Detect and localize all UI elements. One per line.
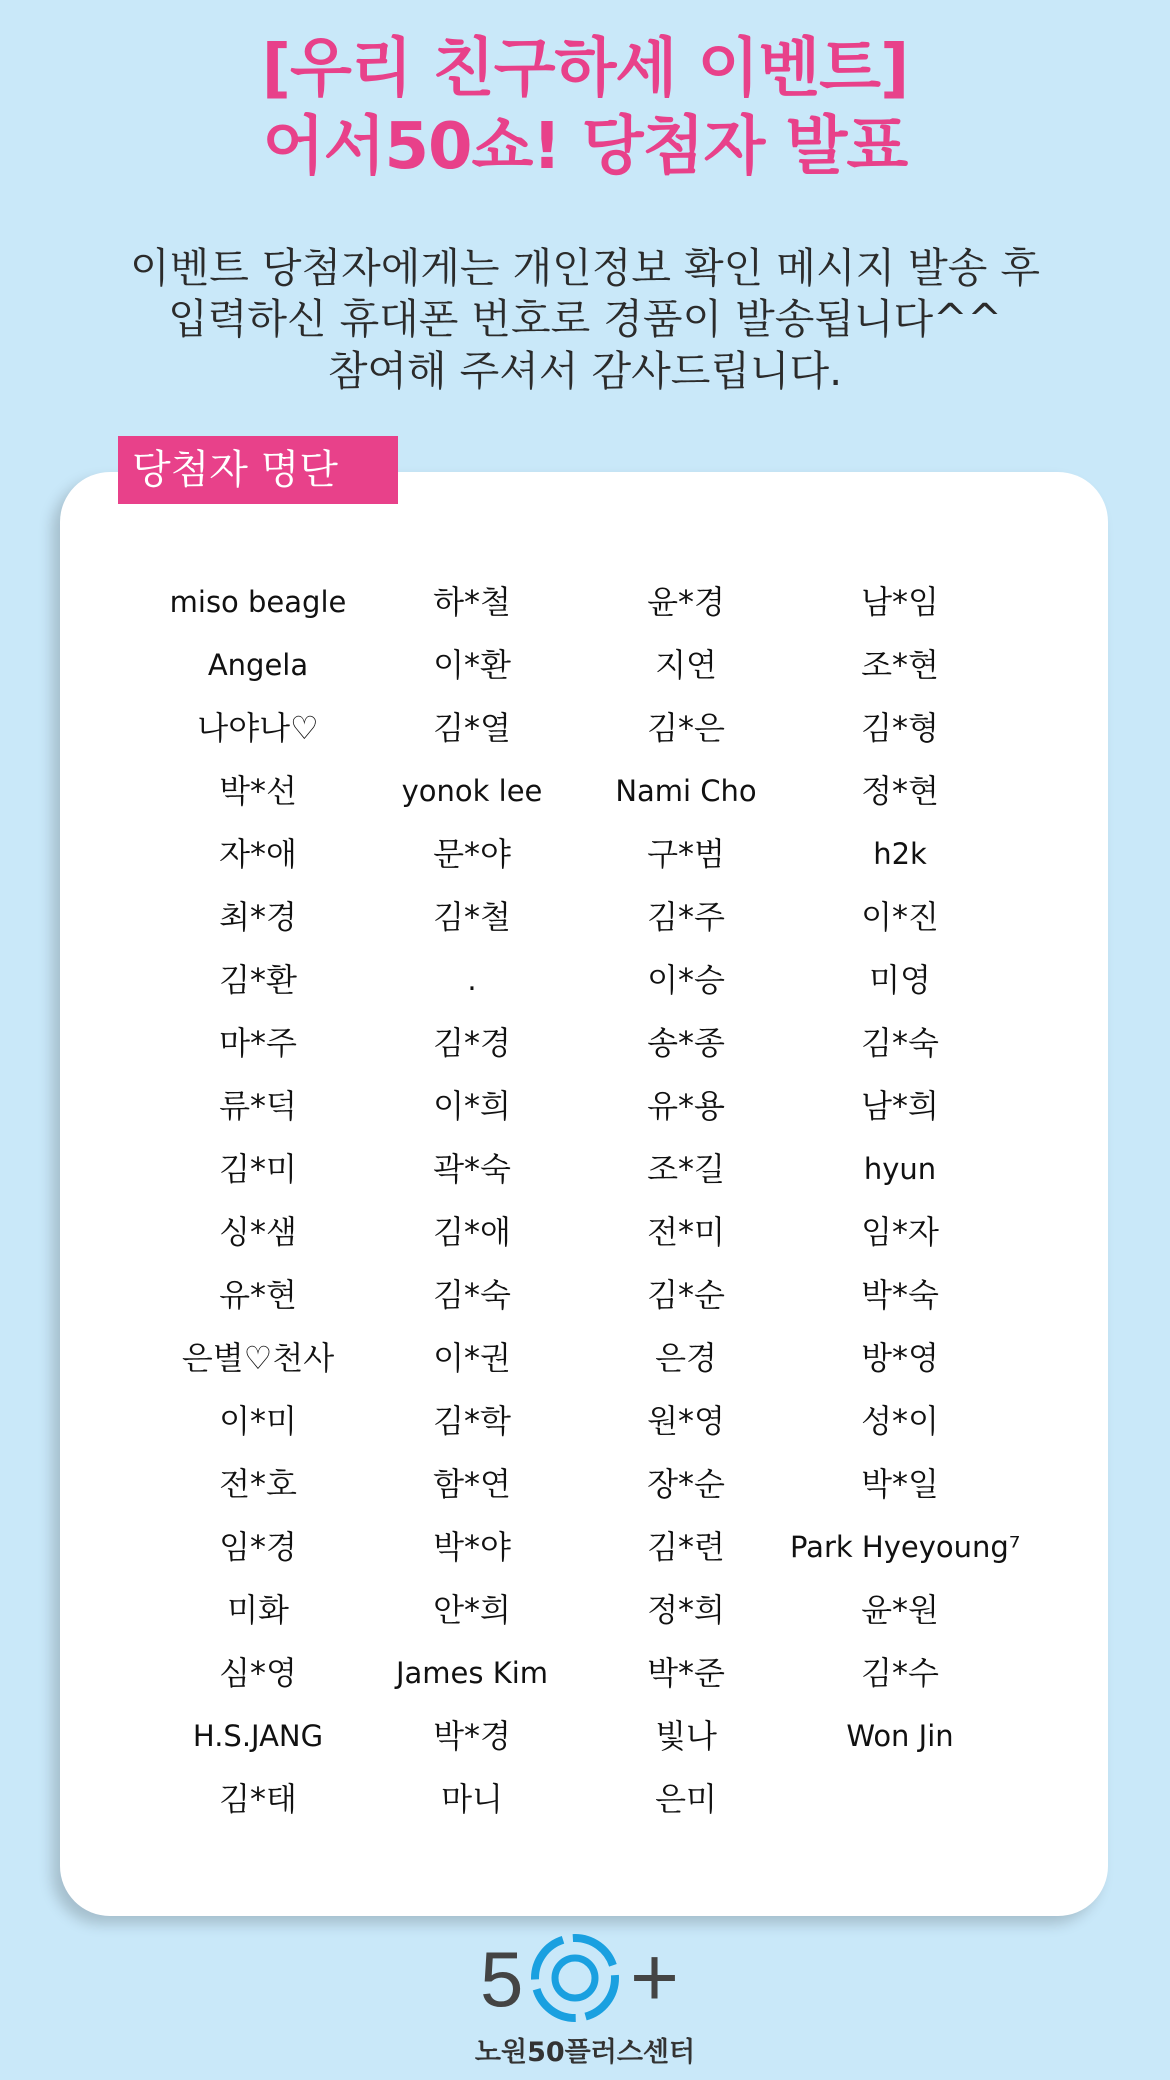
winner-name: 마*주 <box>219 1024 297 1062</box>
logo-inner-circle-icon <box>555 1958 595 1998</box>
winner-name: 빛나 <box>655 1717 717 1755</box>
winner-name: 전*호 <box>219 1465 297 1503</box>
winner-name: 조*현 <box>861 646 939 684</box>
winner-name: Angela <box>207 648 309 682</box>
winner-name: 김*태 <box>219 1780 297 1818</box>
winner-name: 정*현 <box>861 772 939 810</box>
winner-name: 박*야 <box>433 1528 511 1566</box>
winner-name: 자*애 <box>219 835 297 873</box>
winner-name: 이*미 <box>219 1402 297 1440</box>
winner-name: 은별♡천사 <box>181 1339 335 1377</box>
winner-name: 박*경 <box>433 1717 511 1755</box>
winners-card <box>60 472 1108 1916</box>
winner-name: Park Hyeyoung⁷ <box>790 1530 1021 1564</box>
winner-name: 박*일 <box>861 1465 939 1503</box>
winner-name: 심*영 <box>219 1654 297 1692</box>
winner-name: Won Jin <box>846 1719 954 1753</box>
winner-name: 곽*숙 <box>433 1150 511 1188</box>
winner-name: yonok lee <box>401 774 543 808</box>
winner-name: 하*철 <box>433 583 511 621</box>
winner-name: 지연 <box>655 646 717 684</box>
winner-name: h2k <box>873 837 927 871</box>
winner-name: miso beagle <box>169 585 347 619</box>
winner-name: 이*희 <box>433 1087 511 1125</box>
winner-name: 이*승 <box>647 961 725 999</box>
winner-name: 구*범 <box>647 835 725 873</box>
description-line1: 이벤트 당첨자에게는 개인정보 확인 메시지 발송 후 <box>130 244 1040 292</box>
winner-name: 미화 <box>227 1591 289 1629</box>
winners-section-label: 당첨자 명단 <box>118 436 398 504</box>
event-title-line1: [우리 친구하세 이벤트] <box>261 32 909 106</box>
winner-name: 조*길 <box>647 1150 725 1188</box>
winner-name: 나야나♡ <box>197 709 319 747</box>
winner-name: 이*권 <box>433 1339 511 1377</box>
winner-name: 방*영 <box>861 1339 939 1377</box>
winner-name: 김*경 <box>433 1024 511 1062</box>
winner-name: 김*주 <box>647 898 725 936</box>
winner-name: 김*철 <box>433 898 511 936</box>
winner-name: 박*선 <box>219 772 297 810</box>
winner-name: 김*숙 <box>861 1024 939 1062</box>
winner-name: 김*은 <box>647 709 725 747</box>
nowon-50plus-logo <box>480 1928 690 2028</box>
winner-name: 김*학 <box>433 1402 511 1440</box>
winner-name: 이*환 <box>433 646 511 684</box>
winner-name: 문*야 <box>433 835 511 873</box>
winner-name: 김*환 <box>219 961 297 999</box>
winner-name: 류*덕 <box>219 1087 297 1125</box>
logo-ring-icon <box>535 1938 615 2018</box>
winner-name: 최*경 <box>219 898 297 936</box>
winner-name: 송*종 <box>647 1024 725 1062</box>
winner-name: 남*임 <box>861 583 939 621</box>
winner-name: 임*자 <box>861 1213 939 1251</box>
winner-name: 김*미 <box>219 1150 297 1188</box>
winner-name: 남*희 <box>861 1087 939 1125</box>
winner-name: 원*영 <box>647 1402 725 1440</box>
winner-name: 이*진 <box>861 898 939 936</box>
winner-name: 유*용 <box>647 1087 725 1125</box>
winner-name: 김*수 <box>861 1654 939 1692</box>
winner-name: 싱*샘 <box>219 1213 297 1251</box>
center-name: 노원50플러스센터 <box>474 2037 696 2068</box>
winner-name: 김*형 <box>861 709 939 747</box>
winner-name: 전*미 <box>647 1213 725 1251</box>
winner-name: 박*숙 <box>861 1276 939 1314</box>
winner-name: 장*순 <box>647 1465 725 1503</box>
winner-name: James Kim <box>395 1656 549 1690</box>
winner-name: 임*경 <box>219 1528 297 1566</box>
winner-name: . <box>467 963 477 997</box>
event-title-line2: 어서50쇼! 당첨자 발표 <box>262 110 908 184</box>
winner-name: 미영 <box>869 961 931 999</box>
winner-name: 유*현 <box>219 1276 297 1314</box>
description-line3: 참여해 주셔서 감사드립니다. <box>327 347 843 395</box>
winner-name: 안*희 <box>433 1591 511 1629</box>
winner-name: 김*애 <box>433 1213 511 1251</box>
description-line2: 입력하신 휴대폰 번호로 경품이 발송됩니다^^ <box>168 295 1002 343</box>
winner-name: 윤*경 <box>647 583 725 621</box>
winner-name: 은경 <box>655 1339 717 1377</box>
winner-name: 김*련 <box>647 1528 725 1566</box>
winner-name: 김*순 <box>647 1276 725 1314</box>
winner-name: H.S.JANG <box>192 1719 324 1753</box>
winner-name: 정*희 <box>647 1591 725 1629</box>
winner-name: 함*연 <box>433 1465 511 1503</box>
winner-name: 김*숙 <box>433 1276 511 1314</box>
winner-name: 박*준 <box>647 1654 725 1692</box>
winner-name: 윤*원 <box>861 1591 939 1629</box>
winner-name: hyun <box>863 1152 937 1186</box>
logo-plus-glyph: + <box>630 1930 680 2024</box>
winner-name: 성*이 <box>861 1402 939 1440</box>
winner-name: Nami Cho <box>615 774 757 808</box>
logo-five-glyph: 5 <box>480 1935 524 2023</box>
winner-name: 김*열 <box>433 709 511 747</box>
winner-name: 은미 <box>655 1780 717 1818</box>
winner-name: 마니 <box>441 1780 503 1818</box>
